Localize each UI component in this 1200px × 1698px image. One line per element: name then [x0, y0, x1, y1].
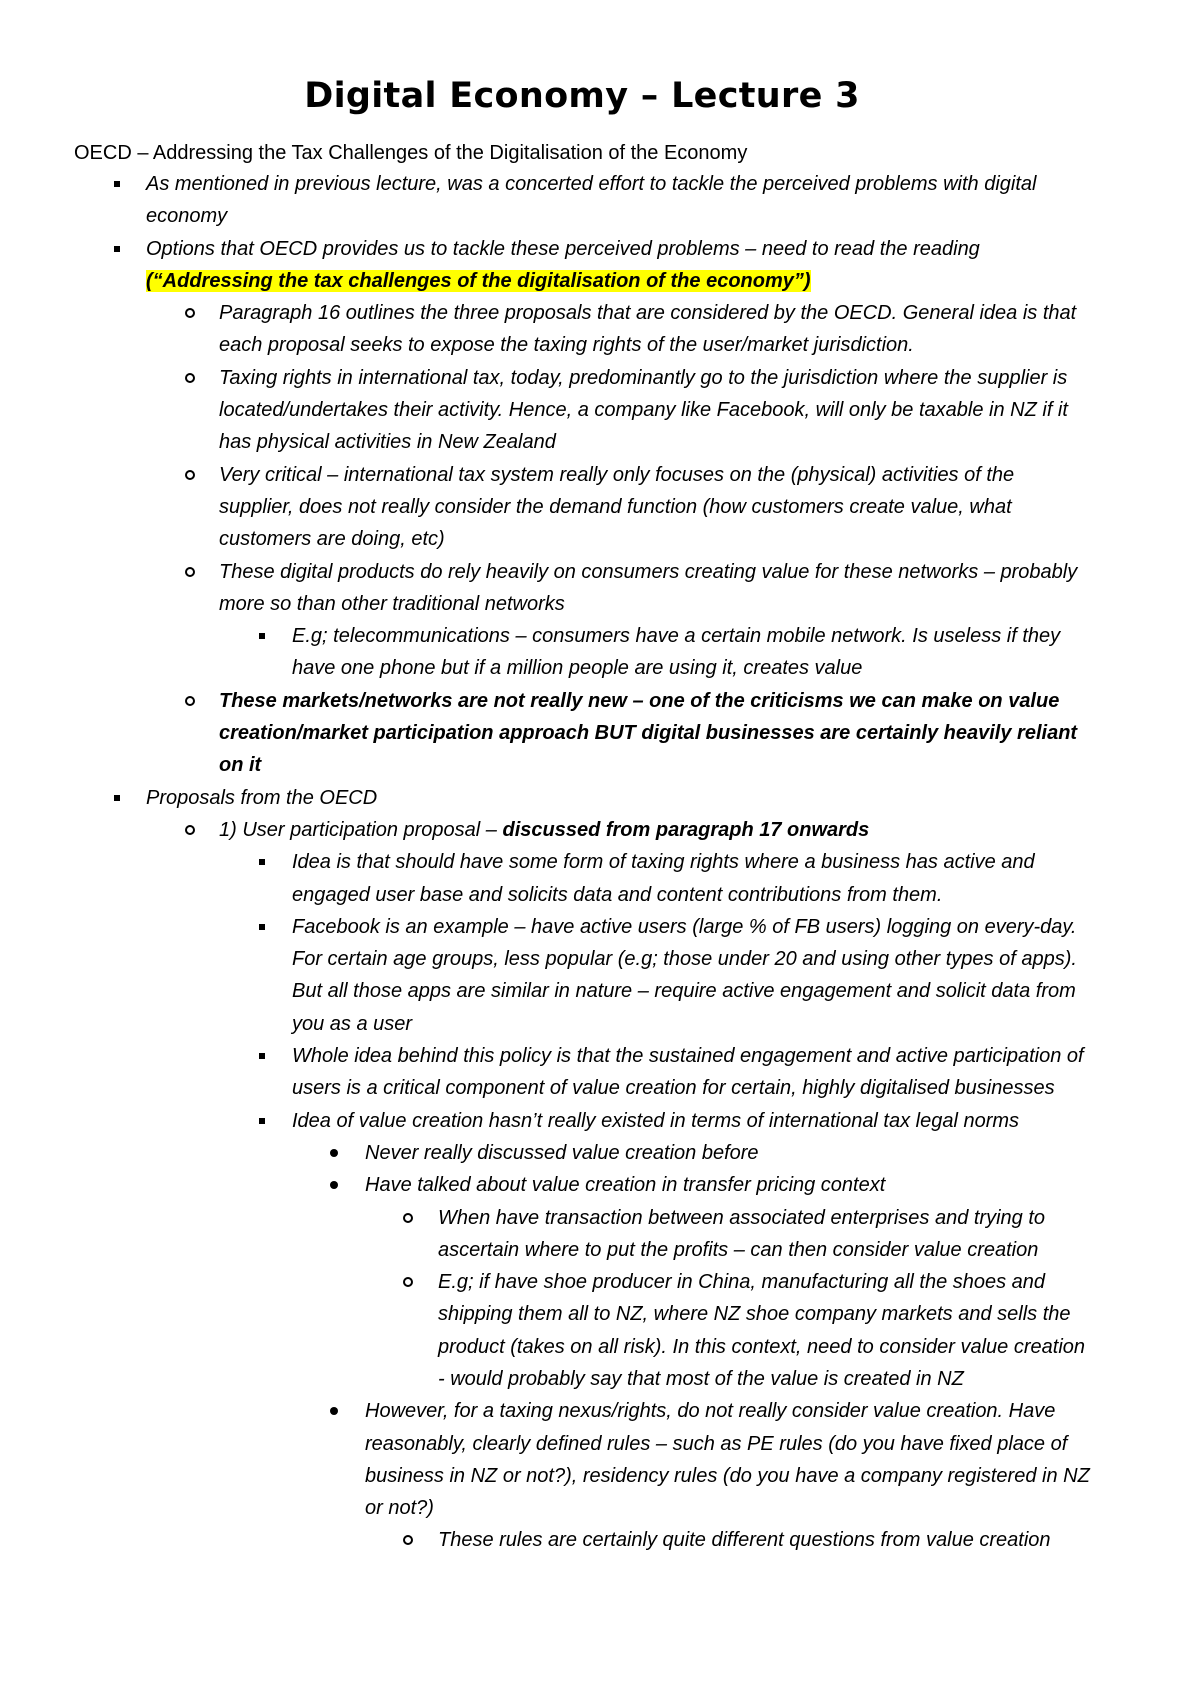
- bullet-list: [74, 685, 1090, 782]
- square-bullet-icon: [257, 911, 273, 943]
- list-item: Idea is that should have some form of taxing rights where a business has active and engaged user base and solicits data and content contributions from them.: [74, 846, 1090, 911]
- list-item: Have talked about value creation in transfer pricing context: [74, 1169, 1090, 1201]
- list-item: Idea of value creation hasn’t really existed in terms of international tax legal norms: [74, 1105, 1090, 1137]
- bullet-list: [74, 620, 1090, 685]
- bullet-list: [74, 814, 1090, 846]
- square-bullet-icon: [257, 620, 273, 652]
- list-item: These rules are certainly quite different questions from value creation: [74, 1524, 1090, 1556]
- bullet-list: [74, 782, 1090, 814]
- list-item: Facebook is an example – have active users (large % of FB users) logging on every-day. For certain age groups, less popular (e.g; those under 20 and using other types of apps). But all those apps are similar in nature – require active engagement and solicit data from you as a user: [74, 911, 1090, 1040]
- section-heading: OECD – Addressing the Tax Challenges of the Digitalisation of the Economy: [74, 142, 748, 164]
- square-bullet-icon: [112, 782, 128, 814]
- list-item: Whole idea behind this policy is that the sustained engagement and active participation of users is a critical component of value creation for certain, highly digitalised businesses: [74, 1040, 1090, 1105]
- square-bullet-icon: [112, 168, 128, 200]
- list-item: Taxing rights in international tax, today, predominantly go to the jurisdiction where the supplier is located/undertakes their activity. Hence, a company like Facebook, will only be taxable in NZ if it has physical activities in New Zealand: [74, 362, 1090, 459]
- dot-bullet-icon: [329, 1395, 345, 1427]
- list-item: Never really discussed value creation before: [74, 1137, 1090, 1169]
- list-item: Proposals from the OECD: [74, 782, 1090, 814]
- square-bullet-icon: [257, 1105, 273, 1137]
- highlighted-reading-title: (“Addressing the tax challenges of the digitalisation of the economy”): [146, 269, 811, 292]
- square-bullet-icon: [257, 846, 273, 878]
- bullet-list: [74, 297, 1090, 620]
- list-item: 1) User participation proposal – discussed from paragraph 17 onwards: [74, 814, 1090, 846]
- bullet-list: [74, 1137, 1090, 1202]
- list-item: These markets/networks are not really new – one of the criticisms we can make on value creation/market participation approach BUT digital businesses are certainly heavily reliant on it: [74, 685, 1090, 782]
- square-bullet-icon: [257, 1040, 273, 1072]
- list-item: When have transaction between associated enterprises and trying to ascertain where to put the profits – can then consider value creation: [74, 1202, 1090, 1267]
- circle-bullet-icon: [184, 685, 200, 717]
- circle-bullet-icon: [184, 556, 200, 588]
- document-title: Digital Economy – Lecture 3: [304, 76, 860, 116]
- circle-bullet-icon: [184, 814, 200, 846]
- list-item: Paragraph 16 outlines the three proposals that are considered by the OECD. General idea is that each proposal seeks to expose the taxing rights of the user/market jurisdiction.: [74, 297, 1090, 362]
- bullet-list: [74, 1395, 1090, 1524]
- circle-bullet-icon: [402, 1266, 418, 1298]
- circle-bullet-icon: [184, 362, 200, 394]
- square-bullet-icon: [112, 233, 128, 265]
- list-item: However, for a taxing nexus/rights, do not really consider value creation. Have reasonably, clearly defined rules – such as PE rules (do you have fixed place of business in NZ or not?), residency rules (do you have a company registered in NZ or not?): [74, 1395, 1090, 1524]
- list-item: As mentioned in previous lecture, was a concerted effort to tackle the perceived problems with digital economy: [74, 168, 1090, 233]
- bullet-list: [74, 846, 1090, 1137]
- bullet-list: [74, 1202, 1090, 1396]
- bullet-list: [74, 168, 1090, 297]
- list-item: Options that OECD provides us to tackle these perceived problems – need to read the reading (“Addressing the tax challenges of the digitalisation of the economy”): [74, 233, 1090, 298]
- circle-bullet-icon: [184, 297, 200, 329]
- list-item: E.g; if have shoe producer in China, manufacturing all the shoes and shipping them all to NZ, where NZ shoe company markets and sells the product (takes on all risk). In this context, need to consider value creation - would probably say that most of the value is created in NZ: [74, 1266, 1090, 1395]
- circle-bullet-icon: [402, 1202, 418, 1234]
- dot-bullet-icon: [329, 1137, 345, 1169]
- dot-bullet-icon: [329, 1169, 345, 1201]
- list-item: These digital products do rely heavily on consumers creating value for these networks – probably more so than other traditional networks: [74, 556, 1090, 621]
- circle-bullet-icon: [184, 459, 200, 491]
- circle-bullet-icon: [402, 1524, 418, 1556]
- list-item: Very critical – international tax system really only focuses on the (physical) activities of the supplier, does not really consider the demand function (how customers create value, what customers are doing, etc): [74, 459, 1090, 556]
- bullet-list: [74, 1524, 1090, 1556]
- list-item: E.g; telecommunications – consumers have a certain mobile network. Is useless if they have one phone but if a million people are using it, creates value: [74, 620, 1090, 685]
